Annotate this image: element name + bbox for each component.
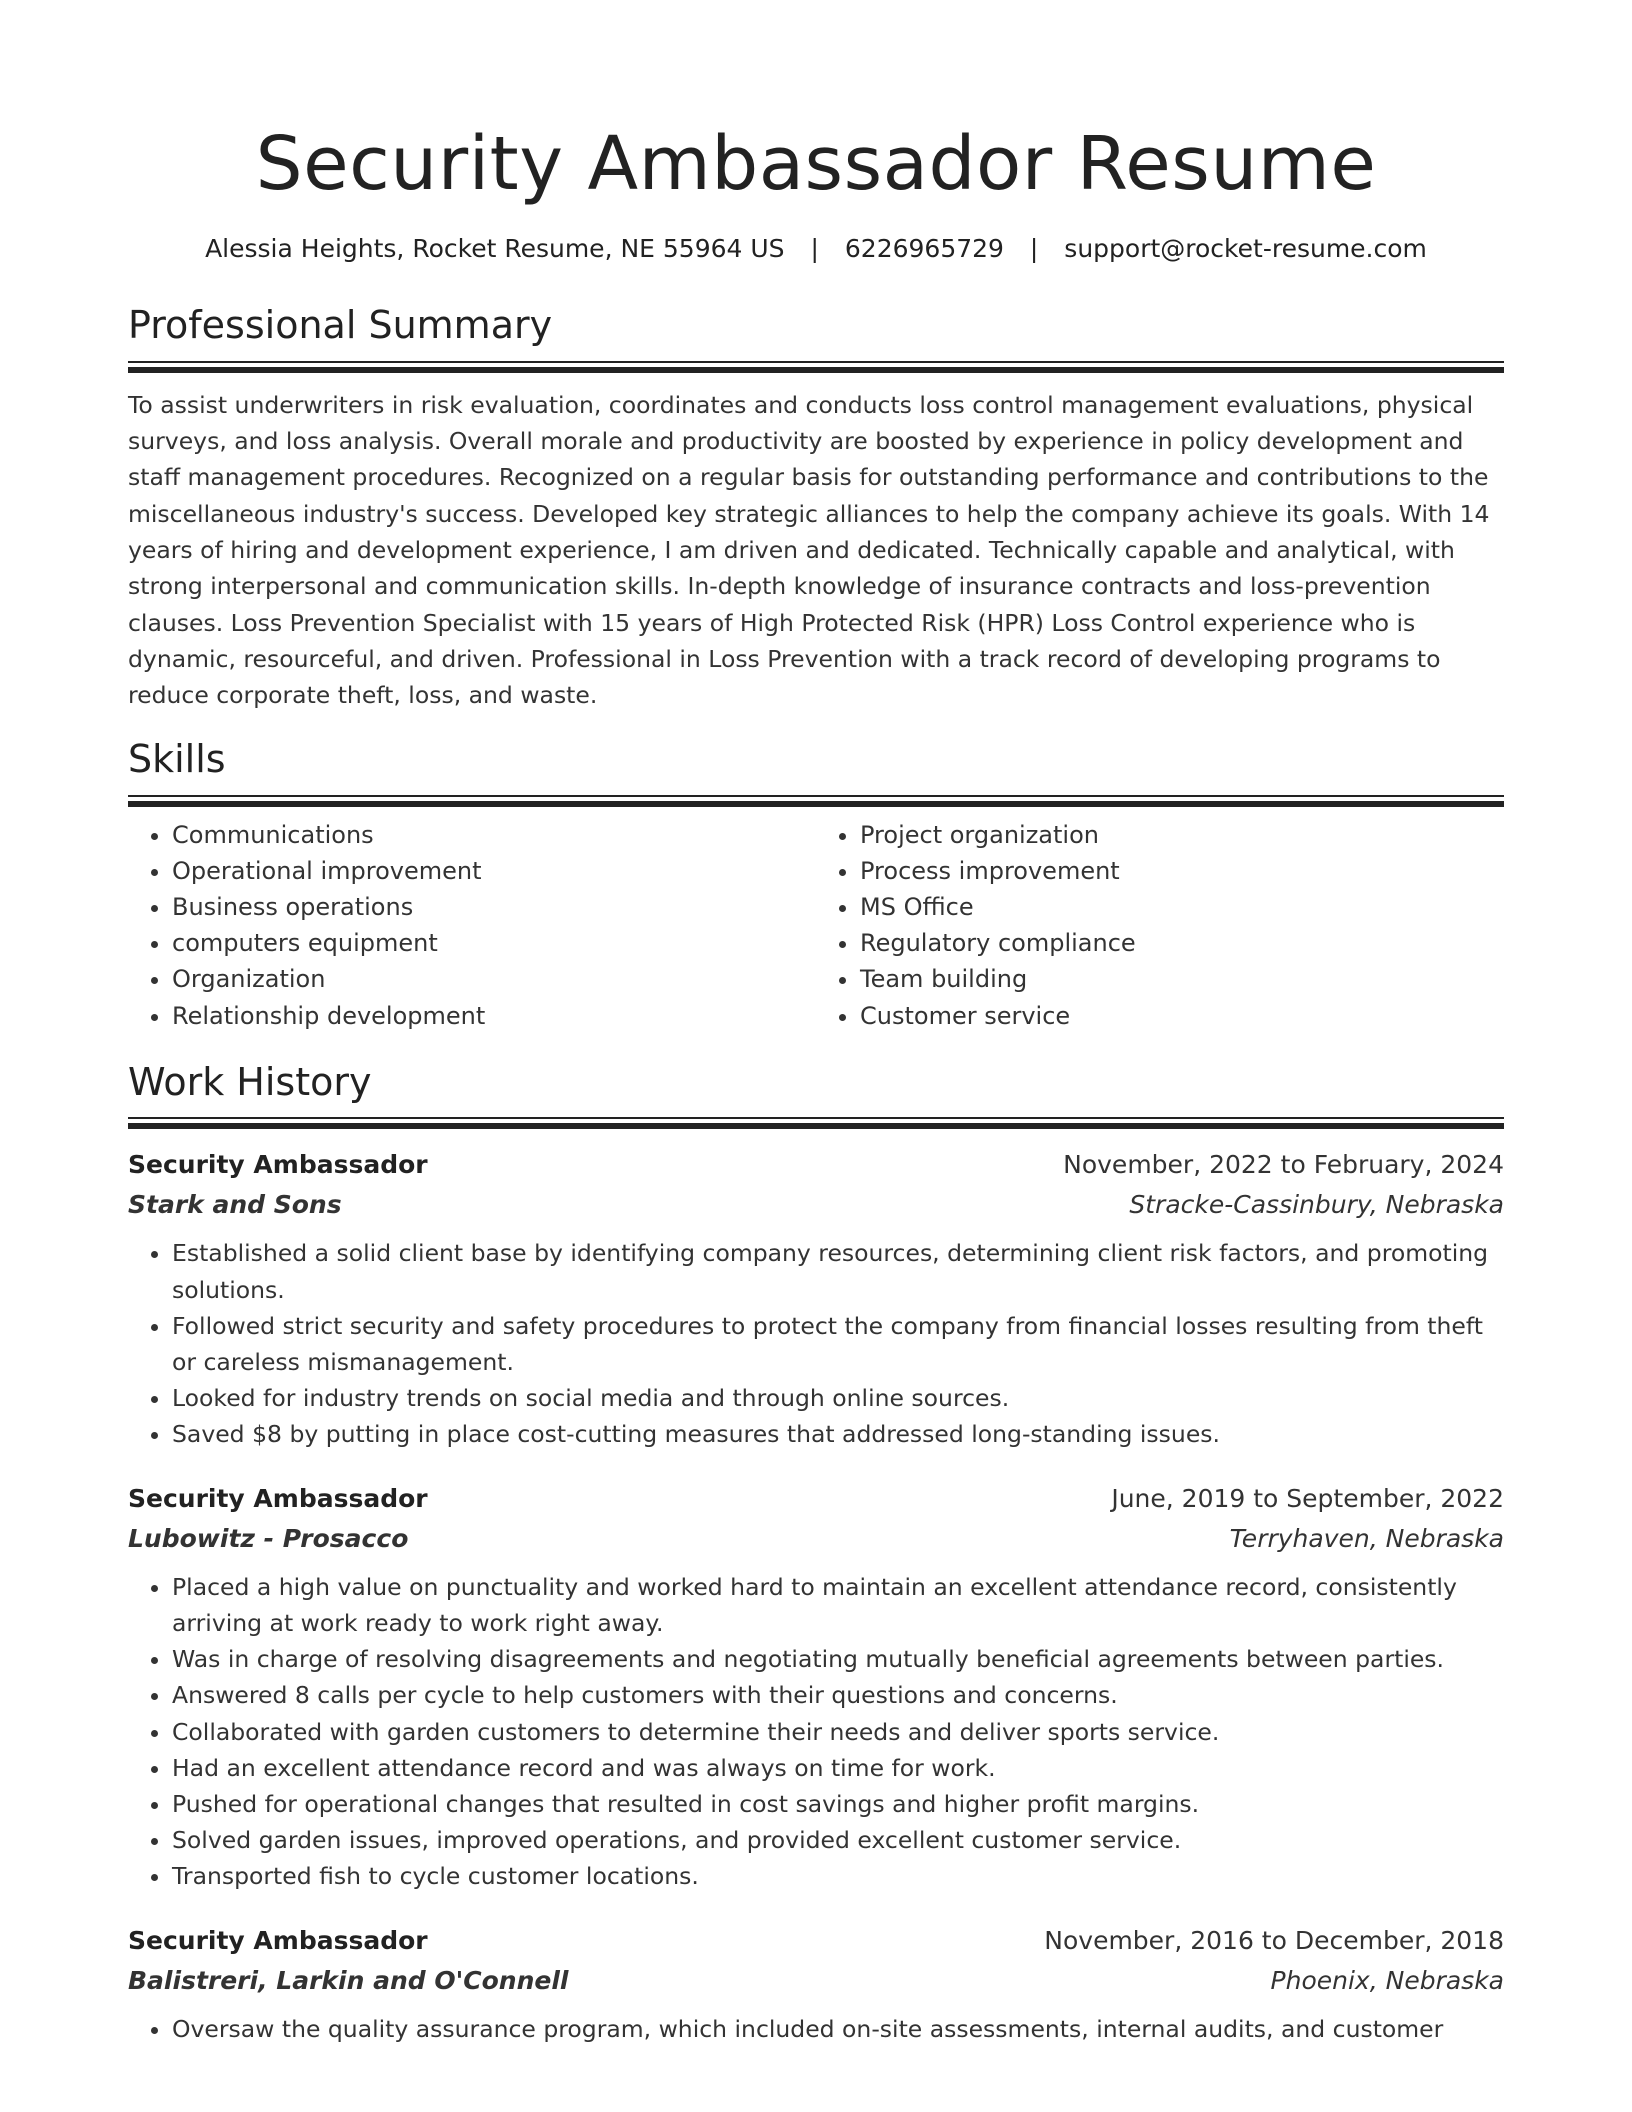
skills-list-right — [816, 817, 1504, 1034]
job-subheader — [128, 1519, 1504, 1559]
contact-address: Alessia Heights, Rocket Resume, NE 55964 US — [205, 233, 785, 263]
job-bullets — [128, 1235, 1504, 1452]
skills-heading: Skills — [128, 737, 226, 782]
job-bullets — [128, 1569, 1504, 1895]
section-rule — [128, 795, 1504, 807]
job-location: Terryhaven, Nebraska — [1229, 1523, 1504, 1553]
skill-item: • Project organization — [860, 817, 1504, 853]
contact-separator: | — [810, 233, 819, 263]
skill-item: • computers equipment — [172, 925, 816, 961]
skill-item: • MS Office — [860, 889, 1504, 925]
job-bullet: • Placed a high value on punctuality and worked hard to maintain an excellent attendance record, consistently arriving at work ready to work right away. — [172, 1569, 1504, 1641]
skill-item: • Business operations — [172, 889, 816, 925]
skill-item: • Organization — [172, 961, 816, 997]
job-dates: November, 2022 to February, 2024 — [1063, 1150, 1504, 1180]
job-dates: November, 2016 to December, 2018 — [1044, 1925, 1504, 1955]
job-bullet: • Had an excellent attendance record and was always on time for work. — [172, 1750, 1504, 1786]
job-title: Security Ambassador — [128, 1483, 428, 1513]
job-bullet: • Pushed for operational changes that resulted in cost savings and higher profit margins. — [172, 1786, 1504, 1822]
skill-item: • Process improvement — [860, 853, 1504, 889]
job-bullet: • Oversaw the quality assurance program, which included on-site assessments, internal audits, and customer — [172, 2011, 1504, 2047]
resume-page — [128, 0, 1504, 2047]
job-bullet: • Was in charge of resolving disagreements and negotiating mutually beneficial agreements between parties. — [172, 1641, 1504, 1677]
job-header — [128, 1479, 1504, 1519]
job-bullet: • Saved $8 by putting in place cost-cutting measures that addressed long-standing issues. — [172, 1416, 1504, 1452]
job-header — [128, 1921, 1504, 1961]
contact-phone: 6226965729 — [844, 233, 1004, 263]
job-company: Balistreri, Larkin and O'Connell — [128, 1965, 569, 1995]
job-entry — [128, 1479, 1504, 1895]
job-subheader — [128, 1185, 1504, 1225]
job-title: Security Ambassador — [128, 1150, 428, 1180]
skill-item: • Relationship development — [172, 998, 816, 1034]
job-bullet: • Looked for industry trends on social media and through online sources. — [172, 1380, 1504, 1416]
summary-text: To assist underwriters in risk evaluation, coordinates and conducts loss control management evaluations, physical surveys, and loss analysis. Overall morale and productivity are boosted by experience in policy development and staff management procedures. Recognized on a regular basis for outstanding performance and contributions to the miscellaneous industry's success. Developed key strategic alliances to help the company achieve its goals. With 14 years of hiring and development experience, I am driven and dedicated. Technically capable and analytical, with strong interpersonal and communication skills. In-depth knowledge of insurance contracts and loss-prevention clauses. Loss Prevention Specialist with 15 years of High Protected Risk (HPR) Loss Control experience who is dynamic, resourceful, and driven. Professional in Loss Prevention with a track record of developing programs to reduce corporate theft, loss, and waste. — [128, 390, 1490, 710]
job-bullet: • Solved garden issues, improved operations, and provided excellent customer service. — [172, 1822, 1504, 1858]
job-title: Security Ambassador — [128, 1925, 428, 1955]
job-dates: June, 2019 to September, 2022 — [1111, 1483, 1504, 1513]
job-company: Stark and Sons — [128, 1190, 342, 1220]
summary-section — [128, 303, 1504, 713]
job-bullet: • Transported fish to cycle customer locations. — [172, 1858, 1504, 1894]
skill-item: • Regulatory compliance — [860, 925, 1504, 961]
skills-list-left — [128, 817, 816, 1034]
job-location: Stracke-Cassinbury, Nebraska — [1129, 1190, 1504, 1220]
work-section — [128, 1060, 1504, 2047]
job-subheader — [128, 1961, 1504, 2001]
job-bullet: • Collaborated with garden customers to determine their needs and deliver sports service. — [172, 1714, 1504, 1750]
skill-item: • Team building — [860, 961, 1504, 997]
section-rule — [128, 1117, 1504, 1129]
page-title: Security Ambassador Resume — [255, 121, 1377, 207]
work-heading: Work History — [128, 1059, 372, 1104]
job-header — [128, 1145, 1504, 1185]
job-bullets — [128, 2011, 1504, 2047]
job-company: Lubowitz - Prosacco — [128, 1523, 409, 1553]
job-entry — [128, 1921, 1504, 2047]
job-location: Phoenix, Nebraska — [1270, 1965, 1504, 1995]
skill-item: • Communications — [172, 817, 816, 853]
job-bullet: • Answered 8 calls per cycle to help customers with their questions and concerns. — [172, 1677, 1504, 1713]
skills-columns — [128, 817, 1504, 1034]
contact-separator: | — [1029, 233, 1039, 263]
job-entry — [128, 1145, 1504, 1452]
contact-email: support@rocket-resume.com — [1064, 233, 1427, 263]
skills-section — [128, 737, 1504, 1034]
job-bullet: • Followed strict security and safety procedures to protect the company from financial losses resulting from theft or careless mismanagement. — [172, 1308, 1504, 1380]
summary-heading: Professional Summary — [128, 303, 553, 348]
section-rule — [128, 361, 1504, 373]
skill-item: • Customer service — [860, 998, 1504, 1034]
skill-item: • Operational improvement — [172, 853, 816, 889]
job-bullet: • Established a solid client base by identifying company resources, determining client risk factors, and promoting solutions. — [172, 1235, 1504, 1307]
contact-line — [128, 233, 1504, 266]
